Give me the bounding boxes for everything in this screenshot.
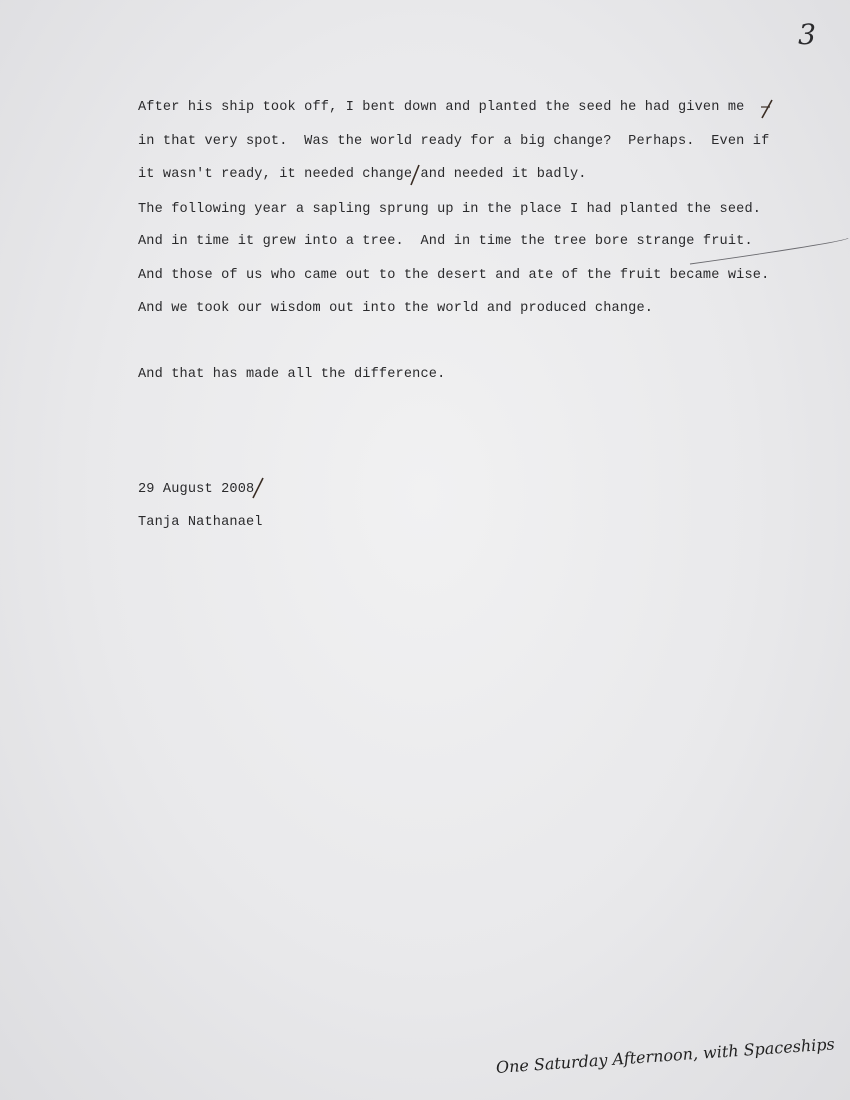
correction-slash-icon — [758, 98, 776, 120]
date-line: 29 August 2008 — [138, 482, 255, 497]
text-line-4: The following year a sapling sprung up in the place I had planted the seed. — [138, 202, 762, 217]
text-line-6: And those of us who came out to the desert and ate of the fruit became wise. — [138, 268, 770, 283]
closing-line: And that has made all the difference. — [138, 367, 446, 382]
handwritten-title: One Saturday Afternoon, with Spaceships — [495, 1034, 836, 1077]
text-line-7: And we took our wisdom out into the world and produced change. — [138, 301, 654, 316]
text-line-3: it wasn't ready, it needed change and needed it badly. — [138, 167, 587, 182]
author-line: Tanja Nathanael — [138, 515, 263, 530]
text-line-1: After his ship took off, I bent down and planted the seed he had given me — [138, 100, 745, 115]
page-number: 3 — [798, 18, 816, 51]
text-line-2: in that very spot. Was the world ready for a big change? Perhaps. Even if — [138, 134, 770, 149]
text-line-5: And in time it grew into a tree. And in time the tree bore strange fruit. — [138, 234, 753, 249]
